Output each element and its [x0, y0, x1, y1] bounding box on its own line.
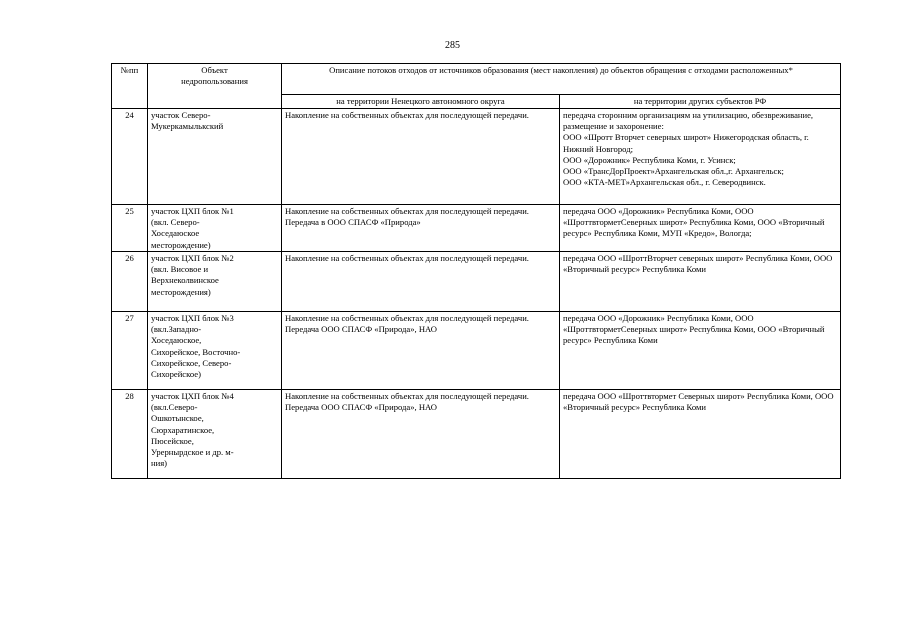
row-nao: Накопление на собственных объектах для последующей передачи. Передача ООО СПАСФ «Природа», НАО [282, 312, 560, 390]
row-number: 24 [112, 109, 148, 205]
row-nao: Накопление на собственных объектах для последующей передачи. Передача ООО СПАСФ «Природа», НАО [282, 390, 560, 479]
waste-flow-table [111, 63, 841, 479]
table-row [112, 312, 841, 390]
row-object: участок ЦХП блок №1 (вкл. Северо- Хоседаюское месторождение) [148, 205, 282, 252]
table-header-row [112, 64, 841, 95]
header-num: №пп [112, 64, 148, 109]
header-nao: на территории Ненецкого автономного округа [282, 95, 560, 109]
row-other-regions: передача ООО «Дорожник» Республика Коми, ООО «ШроттвторметСеверных широт» Республика Коми, ООО «Вторичный ресурс» Республика Коми [560, 312, 841, 390]
row-object: участок ЦХП блок №2 (вкл. Висовое и Верхнеколвинское месторождения) [148, 252, 282, 312]
row-number: 28 [112, 390, 148, 479]
table-row [112, 109, 841, 205]
header-other-regions: на территории других субъектов РФ [560, 95, 841, 109]
header-description: Описание потоков отходов от источников образования (мест накопления) до объектов обращения с отходами расположенных* [282, 64, 841, 95]
row-other-regions: передача ООО «Дорожник» Республика Коми, ООО «ШроттвторметСеверных широт» Республика Коми, ООО «Вторичный ресурс» Республика Коми, МУП «Кредо», Вологда; [560, 205, 841, 252]
row-nao: Накопление на собственных объектах для последующей передачи. [282, 252, 560, 312]
row-other-regions: передача ООО «ШроттВторчет северных широт» Республика Коми, ООО «Вторичный ресурс» Республика Коми [560, 252, 841, 312]
row-object: участок Северо- Мукеркамылькский [148, 109, 282, 205]
row-number: 26 [112, 252, 148, 312]
header-object: Объект недропользования [148, 64, 282, 109]
row-number: 27 [112, 312, 148, 390]
row-other-regions: передача сторонним организациям на утилизацию, обезвреживание, размещение и захоронение: ООО «Шротт Вторчет северных широт» Нижегородская область, г. Нижний Новгород; ООО «Дорожник» Республика Коми, г. Усинск; ООО «ТрансДорПроект»Архангельская обл.,г. Архангельск; ООО «КТА-МЕТ»Архангельская обл., г. Северодвинск. [560, 109, 841, 205]
row-nao: Накопление на собственных объектах для последующей передачи. Передача в ООО СПАСФ «Природа» [282, 205, 560, 252]
row-other-regions: передача ООО «Шроттвтормет Северных широт» Республика Коми, ООО «Вторичный ресурс» Республика Коми [560, 390, 841, 479]
table-row [112, 252, 841, 312]
table-row [112, 390, 841, 479]
row-nao: Накопление на собственных объектах для последующей передачи. [282, 109, 560, 205]
row-object: участок ЦХП блок №3 (вкл.Западно- Хоседаюское, Сихорейское, Восточно- Сихорейское, Северо- Сихорейское) [148, 312, 282, 390]
row-object: участок ЦХП блок №4 (вкл.Северо- Ошкотынское, Сюрхаратинское, Пюсейское, Урернырдское и др. м- ния) [148, 390, 282, 479]
page-number: 285 [445, 40, 460, 51]
row-number: 25 [112, 205, 148, 252]
table-row [112, 205, 841, 252]
